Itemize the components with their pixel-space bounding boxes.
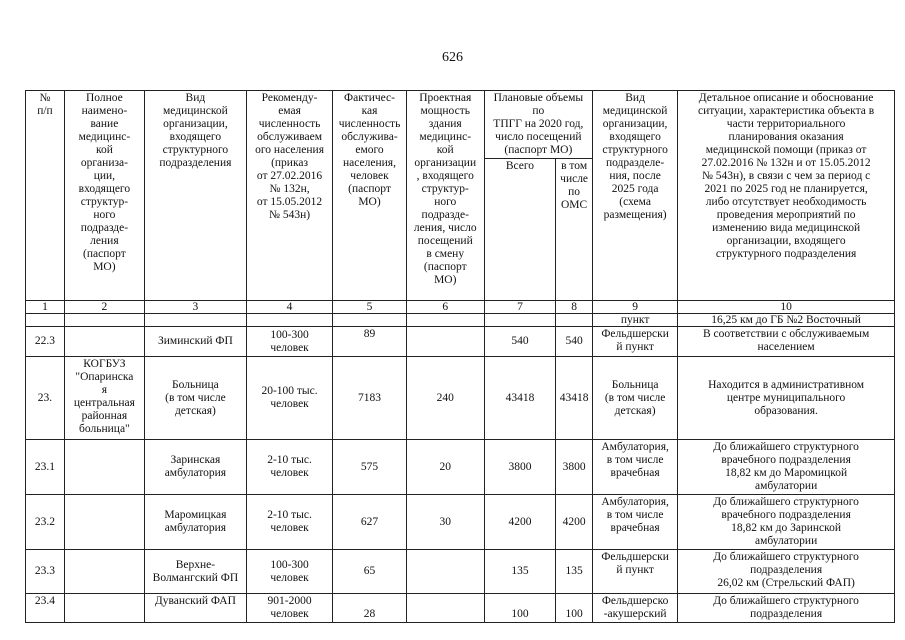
row-oms: 4200 (556, 495, 593, 550)
row-actual: 65 (333, 550, 407, 594)
header-description: Детальное описание и обоснование ситуации, характеристика объекта в части территориального планирования оказания медицинской помощи (приказ от 27.02.2016 № 132н и от 15.05.2012 № 543н), в связи с чем за период с 2021 по 2025 год не планируется, либо отсутствует необходимость проведения мероприятий по изменению вида медицинской организации, входящего структурного подразделения (678, 91, 895, 301)
row-org-name (64, 327, 144, 357)
carry-description: 16,25 км до ГБ №2 Восточный (678, 314, 895, 327)
carry-type: пункт (593, 314, 678, 327)
row-total: 135 (484, 550, 556, 594)
row-capacity: 30 (406, 495, 484, 550)
column-number: 8 (556, 301, 593, 314)
table-row (26, 327, 895, 357)
row-org-name (64, 594, 144, 623)
column-number: 9 (593, 301, 678, 314)
header-num: № п/п (26, 91, 65, 301)
row-recommended: 100-300 человек (246, 327, 332, 357)
carry-over-row (26, 314, 895, 327)
row-recommended: 2-10 тыс. человек (246, 440, 332, 495)
row-description: До ближайшего структурного врачебного подразделения 18,82 км до Маромицкой амбулатории (678, 440, 895, 495)
column-number: 7 (484, 301, 556, 314)
row-description: Находится в административном центре муниципального образования. (678, 357, 895, 440)
table-row (26, 357, 895, 440)
header-total: Всего (484, 159, 556, 301)
row-num: 22.3 (26, 327, 65, 357)
row-description: До ближайшего структурного врачебного подразделения 18,82 км до Заринской амбулатории (678, 495, 895, 550)
column-number: 4 (246, 301, 332, 314)
row-total: 43418 (484, 357, 556, 440)
row-org-name: КОГБУЗ "Опаринска я центральная районная больница" (64, 357, 144, 440)
row-description: До ближайшего структурного подразделения (678, 594, 895, 623)
row-actual: 28 (333, 594, 407, 623)
row-description: До ближайшего структурного подразделения 26,02 км (Стрельский ФАП) (678, 550, 895, 594)
column-number: 10 (678, 301, 895, 314)
row-after-2025: Амбулатория, в том числе врачебная (593, 440, 678, 495)
row-after-2025: Фельдшерски й пункт (593, 327, 678, 357)
row-num: 23.3 (26, 550, 65, 594)
row-type: Больница (в том числе детская) (144, 357, 246, 440)
row-oms: 135 (556, 550, 593, 594)
row-capacity: 240 (406, 357, 484, 440)
row-recommended: 901-2000 человек (246, 594, 332, 623)
row-recommended: 20-100 тыс. человек (246, 357, 332, 440)
row-actual: 89 (333, 327, 407, 357)
row-oms: 540 (556, 327, 593, 357)
row-description: В соответствии с обслуживаемым населением (678, 327, 895, 357)
row-after-2025: Амбулатория, в том числе врачебная (593, 495, 678, 550)
header-full-name: Полное наимено- вание медицинс- кой организа- ции, входящего структур- ного подразде- ления (паспорт МО) (64, 91, 144, 301)
row-actual: 575 (333, 440, 407, 495)
row-total: 3800 (484, 440, 556, 495)
header-recommended: Рекоменду- емая численность обслуживаем ого населения (приказ от 27.02.2016 № 132н, от 15.05.2012 № 543н) (246, 91, 332, 301)
table-row (26, 440, 895, 495)
column-number: 2 (64, 301, 144, 314)
row-num: 23.2 (26, 495, 65, 550)
row-num: 23. (26, 357, 65, 440)
row-type: Верхне- Волмангский ФП (144, 550, 246, 594)
row-org-name (64, 495, 144, 550)
column-number: 6 (406, 301, 484, 314)
row-org-name (64, 440, 144, 495)
table-row (26, 594, 895, 623)
row-capacity: 20 (406, 440, 484, 495)
column-numbers-row (26, 301, 895, 314)
row-after-2025: Фельдшерско -акушерский (593, 594, 678, 623)
row-org-name (64, 550, 144, 594)
row-type: Заринская амбулатория (144, 440, 246, 495)
header-oms: в том числе по ОМС (556, 159, 593, 301)
row-actual: 627 (333, 495, 407, 550)
header-planned-volumes: Плановые объемы по ТПГГ на 2020 год, число посещений (паспорт МО) (484, 91, 592, 159)
table-row (26, 550, 895, 594)
column-number: 1 (26, 301, 65, 314)
row-oms: 43418 (556, 357, 593, 440)
column-number: 5 (333, 301, 407, 314)
header-type: Вид медицинской организации, входящего структурного подразделения (144, 91, 246, 301)
header-actual: Фактичес- кая численность обслужива- емого населения, человек (паспорт МО) (333, 91, 407, 301)
row-type: Зиминский ФП (144, 327, 246, 357)
row-type: Дуванский ФАП (144, 594, 246, 623)
row-oms: 100 (556, 594, 593, 623)
row-after-2025: Больница (в том числе детская) (593, 357, 678, 440)
row-capacity (406, 327, 484, 357)
row-capacity (406, 594, 484, 623)
table-row (26, 495, 895, 550)
header-row (26, 91, 895, 159)
row-num: 23.4 (26, 594, 65, 623)
row-after-2025: Фельдшерски й пункт (593, 550, 678, 594)
row-type: Маромицкая амбулатория (144, 495, 246, 550)
column-number: 3 (144, 301, 246, 314)
row-total: 4200 (484, 495, 556, 550)
row-oms: 3800 (556, 440, 593, 495)
row-capacity (406, 550, 484, 594)
row-total: 100 (484, 594, 556, 623)
header-capacity: Проектная мощность здания медицинс- кой организации , входящего структур- ного подразде- ления, число посещений в смену (паспорт МО) (406, 91, 484, 301)
row-recommended: 2-10 тыс. человек (246, 495, 332, 550)
medical-organizations-table (25, 90, 895, 623)
row-actual: 7183 (333, 357, 407, 440)
row-num: 23.1 (26, 440, 65, 495)
row-total: 540 (484, 327, 556, 357)
header-after-2025: Вид медицинской организации, входящего структурного подразделе- ния, после 2025 года (схема размещения) (593, 91, 678, 301)
row-recommended: 100-300 человек (246, 550, 332, 594)
page-number: 626 (442, 50, 463, 65)
